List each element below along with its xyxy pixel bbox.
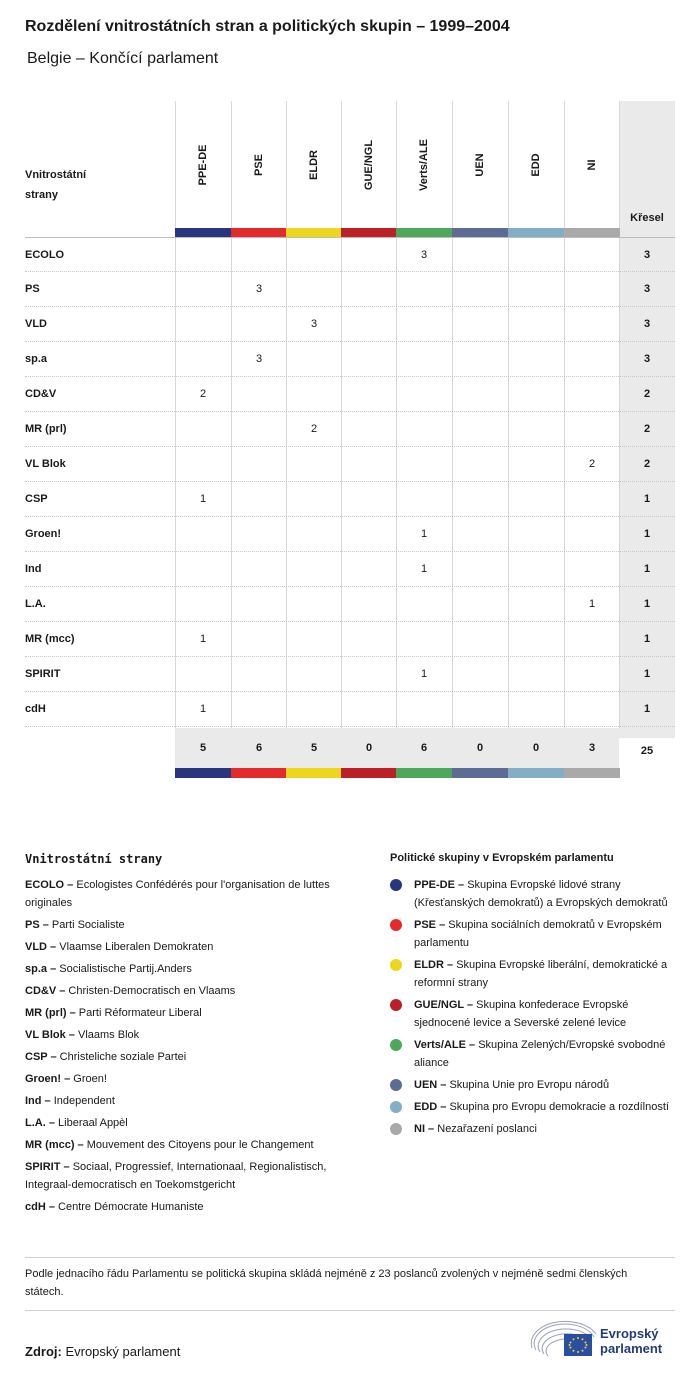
group-abbr: UEN – bbox=[414, 1079, 447, 1091]
group-header bbox=[341, 115, 397, 215]
table-row bbox=[25, 692, 675, 727]
seat-count: 1 bbox=[199, 493, 207, 505]
group-color-dot-icon bbox=[390, 1079, 402, 1091]
group-color-bar-bottom bbox=[175, 768, 231, 778]
group-total: 0 bbox=[532, 742, 540, 754]
group-header-label: GUE/NGL bbox=[363, 139, 375, 191]
group-header-label: PPE-DE bbox=[197, 144, 209, 186]
party-legend-item bbox=[25, 1048, 370, 1066]
source-line bbox=[25, 1344, 180, 1359]
seat-count: 2 bbox=[199, 388, 207, 400]
group-color-dot-icon bbox=[390, 1101, 402, 1113]
party-abbr: L.A. – bbox=[25, 1117, 55, 1129]
group-abbr: PPE-DE – bbox=[414, 879, 465, 891]
group-legend-item bbox=[390, 916, 675, 952]
row-total: 2 bbox=[643, 458, 651, 470]
party-full-name: Ecologistes Confédérés pour l'organisation de luttes originales bbox=[25, 879, 330, 909]
group-color-dot-icon bbox=[390, 879, 402, 891]
party-name: MR (mcc) bbox=[25, 633, 75, 645]
group-color-dot-icon bbox=[390, 1039, 402, 1051]
group-color-bar-bottom bbox=[231, 768, 287, 778]
party-abbr: CSP – bbox=[25, 1051, 57, 1063]
party-legend-item bbox=[25, 1136, 370, 1154]
party-abbr: CD&V – bbox=[25, 985, 66, 997]
row-total: 1 bbox=[643, 598, 651, 610]
group-header-label: UEN bbox=[474, 153, 486, 177]
seat-count: 3 bbox=[310, 318, 318, 330]
party-name: cdH bbox=[25, 703, 46, 715]
group-header bbox=[564, 115, 620, 215]
group-color-bar-bottom bbox=[286, 768, 342, 778]
table-row bbox=[25, 377, 675, 412]
party-legend-item bbox=[25, 876, 370, 912]
group-header-label: EDD bbox=[530, 153, 542, 177]
seat-count: 1 bbox=[199, 703, 207, 715]
party-abbr: MR (mcc) – bbox=[25, 1139, 84, 1151]
group-full-name: Skupina konfederace Evropské sjednocené levice a Severské zelené levice bbox=[414, 999, 629, 1029]
table-row bbox=[25, 237, 675, 272]
table-row bbox=[25, 482, 675, 517]
rules-note: Podle jednacího řádu Parlamentu se politická skupina skládá nejméně z 23 poslanců zvolených v nejméně sedmi členských státech. bbox=[25, 1268, 628, 1298]
group-legend-item bbox=[390, 1076, 675, 1094]
group-total: 0 bbox=[476, 742, 484, 754]
row-total: 1 bbox=[643, 563, 651, 575]
party-abbr: MR (prl) – bbox=[25, 1007, 76, 1019]
group-color-dot-icon bbox=[390, 959, 402, 971]
group-legend-item bbox=[390, 876, 675, 912]
page-subtitle: Belgie – Končící parlament bbox=[27, 50, 219, 67]
party-full-name: Centre Démocrate Humaniste bbox=[58, 1201, 204, 1213]
party-name: L.A. bbox=[25, 598, 46, 610]
party-name: Ind bbox=[25, 563, 42, 575]
party-abbr: cdH – bbox=[25, 1201, 55, 1213]
group-legend bbox=[390, 876, 675, 1142]
group-header-label: NI bbox=[586, 159, 598, 171]
party-abbr: VLD – bbox=[25, 941, 57, 953]
party-full-name: Parti Socialiste bbox=[51, 919, 125, 931]
row-total: 3 bbox=[643, 353, 651, 365]
party-full-name: Independent bbox=[53, 1095, 115, 1107]
note-divider-bottom bbox=[25, 1310, 675, 1311]
source-label: Zdroj: bbox=[25, 1344, 62, 1359]
group-abbr: Verts/ALE – bbox=[414, 1039, 476, 1051]
row-total: 3 bbox=[643, 283, 651, 295]
group-legend-title: Politické skupiny v Evropském parlamentu bbox=[390, 852, 614, 864]
group-header-label: Verts/ALE bbox=[418, 139, 430, 191]
party-full-name: Mouvement des Citoyens pour le Changement bbox=[86, 1139, 314, 1151]
group-total: 6 bbox=[255, 742, 263, 754]
party-legend bbox=[25, 876, 370, 1220]
group-total: 3 bbox=[588, 742, 596, 754]
group-color-bar-bottom bbox=[396, 768, 452, 778]
group-color-dot-icon bbox=[390, 1123, 402, 1135]
party-legend-item bbox=[25, 1158, 370, 1194]
party-abbr: Ind – bbox=[25, 1095, 51, 1107]
party-legend-item bbox=[25, 916, 370, 934]
group-legend-item bbox=[390, 1036, 675, 1072]
group-header bbox=[286, 115, 342, 215]
group-color-bar bbox=[286, 228, 342, 237]
row-total: 1 bbox=[643, 493, 651, 505]
party-name: Groen! bbox=[25, 528, 62, 540]
party-abbr: VL Blok – bbox=[25, 1029, 75, 1041]
note-divider-top bbox=[25, 1257, 675, 1258]
party-legend-item bbox=[25, 1092, 370, 1110]
party-name: CD&V bbox=[25, 388, 57, 400]
party-legend-title: Vnitrostátní strany bbox=[25, 852, 163, 866]
group-color-dot-icon bbox=[390, 919, 402, 931]
group-header bbox=[175, 115, 231, 215]
group-full-name: Skupina sociálních demokratů v Evropském parlamentu bbox=[414, 919, 662, 949]
seat-count: 1 bbox=[420, 528, 428, 540]
group-header bbox=[452, 115, 508, 215]
table-row bbox=[25, 342, 675, 377]
party-name: sp.a bbox=[25, 353, 48, 365]
group-header bbox=[508, 115, 564, 215]
page-title: Rozdělení vnitrostátních stran a politických skupin – 1999–2004 bbox=[25, 18, 510, 35]
row-total: 1 bbox=[643, 528, 651, 540]
party-name: VL Blok bbox=[25, 458, 66, 470]
group-full-name: Nezařazení poslanci bbox=[437, 1123, 537, 1135]
group-header bbox=[396, 115, 452, 215]
party-name: VLD bbox=[25, 318, 47, 330]
group-color-bar-bottom bbox=[508, 768, 564, 778]
group-abbr: NI – bbox=[414, 1123, 435, 1135]
table-row bbox=[25, 622, 675, 657]
group-color-dot-icon bbox=[390, 999, 402, 1011]
party-full-name: Christen-Democratisch en Vlaams bbox=[68, 985, 236, 997]
group-full-name: Skupina Evropské liberální, demokratické a reformní strany bbox=[414, 959, 668, 989]
party-legend-item bbox=[25, 1026, 370, 1044]
seat-count: 1 bbox=[588, 598, 596, 610]
party-abbr: SPIRIT – bbox=[25, 1161, 70, 1173]
table-row bbox=[25, 412, 675, 447]
group-color-bar bbox=[341, 228, 397, 237]
party-full-name: Christeliche soziale Partei bbox=[59, 1051, 187, 1063]
row-total: 3 bbox=[643, 318, 651, 330]
logo-text-line-1: Evropský bbox=[600, 1326, 659, 1341]
group-header-label: ELDR bbox=[308, 150, 320, 180]
source-value: Evropský parlament bbox=[65, 1344, 181, 1359]
group-color-bar-bottom bbox=[341, 768, 397, 778]
party-name: CSP bbox=[25, 493, 48, 505]
table-row bbox=[25, 587, 675, 622]
row-total: 1 bbox=[643, 703, 651, 715]
group-total: 5 bbox=[199, 742, 207, 754]
group-full-name: Skupina Evropské lidové strany (Křesťanských demokratů) a Evropských demokratů bbox=[414, 879, 668, 909]
group-abbr: ELDR – bbox=[414, 959, 454, 971]
party-legend-item bbox=[25, 1114, 370, 1132]
group-legend-item bbox=[390, 1098, 675, 1116]
group-full-name: Skupina Unie pro Evropu národů bbox=[449, 1079, 610, 1091]
seat-count: 1 bbox=[199, 633, 207, 645]
group-legend-item bbox=[390, 1120, 675, 1138]
group-total: 6 bbox=[420, 742, 428, 754]
table-row bbox=[25, 307, 675, 342]
row-total: 3 bbox=[643, 249, 651, 261]
logo-text bbox=[600, 1326, 662, 1356]
party-name: PS bbox=[25, 283, 40, 295]
party-name: ECOLO bbox=[25, 249, 65, 261]
party-full-name: Socialistische Partij.Anders bbox=[59, 963, 192, 975]
party-abbr: ECOLO – bbox=[25, 879, 74, 891]
group-color-bar bbox=[396, 228, 452, 237]
group-header-label: PSE bbox=[253, 153, 265, 177]
party-full-name: Sociaal, Progressief, Internationaal, Regionalistisch, Integraal-democratisch en Toekomstgericht bbox=[25, 1161, 327, 1191]
party-legend-item bbox=[25, 1070, 370, 1088]
party-full-name: Vlaams Blok bbox=[78, 1029, 140, 1041]
party-full-name: Vlaamse Liberalen Demokraten bbox=[59, 941, 214, 953]
party-legend-item bbox=[25, 938, 370, 956]
group-color-bar bbox=[231, 228, 287, 237]
group-color-bar-bottom bbox=[452, 768, 508, 778]
group-color-bar-bottom bbox=[564, 768, 620, 778]
group-color-bar bbox=[564, 228, 620, 237]
logo-text-line-2: parlament bbox=[600, 1341, 663, 1356]
seat-count: 3 bbox=[420, 249, 428, 261]
party-full-name: Groen! bbox=[73, 1073, 107, 1085]
seat-count: 1 bbox=[420, 563, 428, 575]
group-full-name: Skupina Zelených/Evropské svobodné aliance bbox=[414, 1039, 666, 1069]
group-color-bar bbox=[508, 228, 564, 237]
row-total: 2 bbox=[643, 423, 651, 435]
party-name: SPIRIT bbox=[25, 668, 61, 680]
seat-count: 3 bbox=[255, 283, 263, 295]
seat-count: 2 bbox=[588, 458, 596, 470]
group-legend-item bbox=[390, 996, 675, 1032]
group-abbr: PSE – bbox=[414, 919, 446, 931]
row-total: 1 bbox=[643, 633, 651, 645]
group-header bbox=[231, 115, 287, 215]
group-legend-item bbox=[390, 956, 675, 992]
seat-count: 3 bbox=[255, 353, 263, 365]
party-legend-item bbox=[25, 1004, 370, 1022]
group-abbr: GUE/NGL – bbox=[414, 999, 474, 1011]
party-full-name: Parti Réformateur Liberal bbox=[78, 1007, 202, 1019]
group-total: 5 bbox=[310, 742, 318, 754]
table-row bbox=[25, 517, 675, 552]
group-abbr: EDD – bbox=[414, 1101, 447, 1113]
group-color-bar bbox=[452, 228, 508, 237]
row-total: 1 bbox=[643, 668, 651, 680]
party-legend-item bbox=[25, 982, 370, 1000]
table-row bbox=[25, 447, 675, 482]
table-row bbox=[25, 657, 675, 692]
party-legend-item bbox=[25, 1198, 370, 1216]
group-color-bar bbox=[175, 228, 231, 237]
party-legend-item bbox=[25, 960, 370, 978]
party-abbr: sp.a – bbox=[25, 963, 57, 975]
party-full-name: Liberaal Appèl bbox=[58, 1117, 128, 1129]
group-full-name: Skupina pro Evropu demokracie a rozdílností bbox=[449, 1101, 669, 1113]
row-total: 2 bbox=[643, 388, 651, 400]
seat-count: 1 bbox=[420, 668, 428, 680]
grand-total: 25 bbox=[640, 745, 654, 757]
seat-count: 2 bbox=[310, 423, 318, 435]
party-abbr: Groen! – bbox=[25, 1073, 71, 1085]
party-abbr: PS – bbox=[25, 919, 49, 931]
party-name: MR (prl) bbox=[25, 423, 67, 435]
table-row bbox=[25, 272, 675, 307]
party-column-header: Vnitrostátní strany bbox=[25, 169, 87, 201]
group-total: 0 bbox=[365, 742, 373, 754]
table-row bbox=[25, 552, 675, 587]
total-column-header: Křesel bbox=[630, 212, 664, 224]
